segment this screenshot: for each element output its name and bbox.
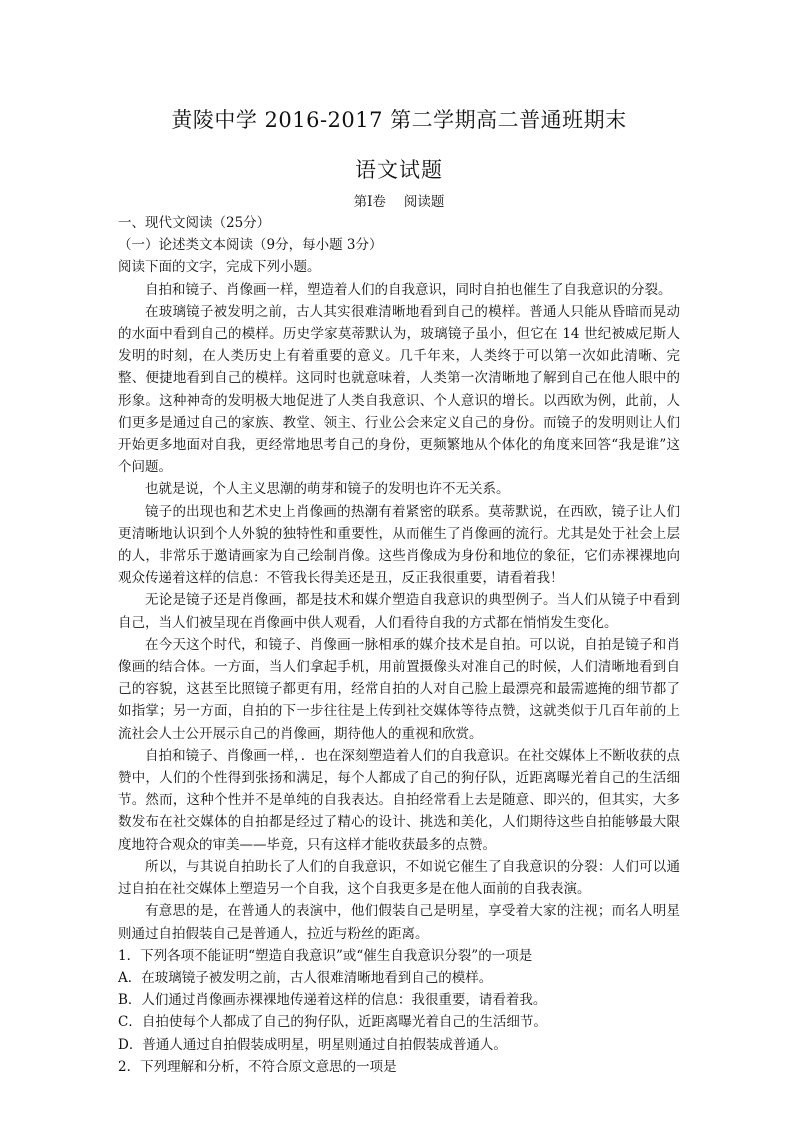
passage-paragraph: 自拍和镜子、肖像画一样，塑造着人们的自我意识，同时自拍也催生了自我意识的分裂。: [145, 281, 672, 298]
exam-subtitle: 语文试题: [355, 158, 443, 182]
volume-name: 阅读题: [403, 194, 445, 210]
passage-paragraph: 自拍和镜子、肖像画一样，．也在深刻塑造着人们的自我意识。在社交媒体上不断收获的点赞中，人们的个性得到张扬和满足，每个人都成了自己的狗仔队，近距离曝光着自己的生活细节。然而，这种个性并不是单纯的自我表达。自拍经常看上去是随意、即兴的，但其实，大多数发布在社交媒体的自拍都是经过了精心的设计、挑选和美化，人们期待这些自拍能够最大限度地符合观众的审美——毕竟，只有这样才能收获最多的点赞。: [118, 747, 680, 853]
answer-option-b: B．人们通过肖像画赤裸裸地传递着这样的信息：我很重要，请看着我。: [118, 992, 547, 1009]
passage-paragraph: 在今天这个时代，和镜子、肖像画一脉相承的媒介技术是自拍。可以说，自拍是镜子和肖像画的结合体。一方面，当人们拿起手机，用前置摄像头对准自己的时候，人们清晰地看到自己的容貌，这甚至比照镜子都更有用，经常自拍的人对自己脸上最漂亮和最需遮掩的细节都了如指掌；另一方面，自拍的下一步往往是上传到社交媒体等待点赞，这就类似于几百年前的上流社会人士公开展示自己的肖像画，期待他人的重视和欣赏。: [118, 636, 680, 742]
reading-passage: [118, 279, 680, 945]
passage-paragraph: 镜子的出现也和艺术史上肖像画的热潮有着紧密的联系。莫蒂默说，在西欧，镜子让人们更清晰地认识到个人外貌的独特性和重要性，从而催生了肖像画的流行。尤其是处于社会上层的人，非常乐于邀请画家为自己绘制肖像。这些肖像成为身份和地位的象征，它们赤裸裸地向观众传递着这样的信息：不管我长得美还是丑，反正我很重要，请看着我！: [118, 503, 680, 587]
volume-heading: [118, 190, 680, 210]
volume-number: 第Ⅰ卷: [353, 194, 386, 210]
passage-paragraph: 所以，与其说自拍助长了人们的自我意识，不如说它催生了自我意识的分裂：人们可以通过自拍在社交媒体上塑造另一个自我，这个自我更多是在他人面前的自我表演。: [118, 858, 680, 898]
answer-option-c: C．自拍使每个人都成了自己的狗仔队，近距离曝光着自己的生活细节。: [118, 1014, 547, 1031]
question-stem: 1．下列各项不能证明“塑造自我意识”或“催生自我意识分裂”的一项是: [118, 947, 533, 964]
answer-option-a: A．在玻璃镜子被发明之前，古人很难清晰地看到自己的模样。: [118, 969, 493, 986]
passage-paragraph: 无论是镜子还是肖像画，都是技术和媒介塑造自我意识的典型例子。当人们从镜子中看到自己，当人们被呈现在肖像画中供人观看，人们看待自我的方式都在悄悄发生变化。: [118, 592, 680, 631]
passage-paragraph: 在玻璃镜子被发明之前，古人其实很难清晰地看到自己的模样。普通人只能从昏暗而晃动的水面中看到自己的模样。历史学家莫蒂默认为，玻璃镜子虽小，但它在 14 世纪被威尼斯人发明的时刻，在人类历史上有着重要的意义。几千年来，人类终于可以第一次如此清晰、完整、便捷地看到自己的模样。这同时也就意味着，人类第一次清晰地了解到自己在他人眼中的形象。这种神奇的发明极大地促进了人类自我意识、个人意识的增长。以西欧为例，此前，人们更多是通过自己的家族、教堂、领主、行业公会来定义自己的身份。而镜子的发明则让人们开始更多地面对自我，更经常地思考自己的身份，更频繁地从个体化的角度来回答“我是谁”这个问题。: [118, 303, 680, 476]
part-heading: 一、现代文阅读（25分）: [118, 215, 271, 231]
question-stem: 2．下列理解和分析，不符合原文意思的一项是: [118, 1058, 397, 1075]
answer-option-d: D．普通人通过自拍假装成明星，明星则通过自拍假装成普通人。: [118, 1036, 507, 1053]
subpart-heading: （一）论述类文本阅读（9分，每小题 3分）: [118, 237, 383, 254]
exam-title: 黄陵中学 2016-2017 第二学期高二普通班期末: [171, 108, 627, 132]
passage-paragraph: 有意思的是，在普通人的表演中，他们假装自己是明星，享受着大家的注视；而名人明星则通过自拍假装自己是普通人，拉近与粉丝的距离。: [118, 903, 680, 942]
exam-page: [118, 100, 680, 1078]
reading-instruction: 阅读下面的文字，完成下列小题。: [118, 259, 321, 276]
section-headings: [118, 212, 680, 279]
question-list: [118, 945, 680, 1078]
passage-paragraph: 也就是说，个人主义思潮的萌芽和镜子的发明也许不无关系。: [145, 481, 510, 498]
